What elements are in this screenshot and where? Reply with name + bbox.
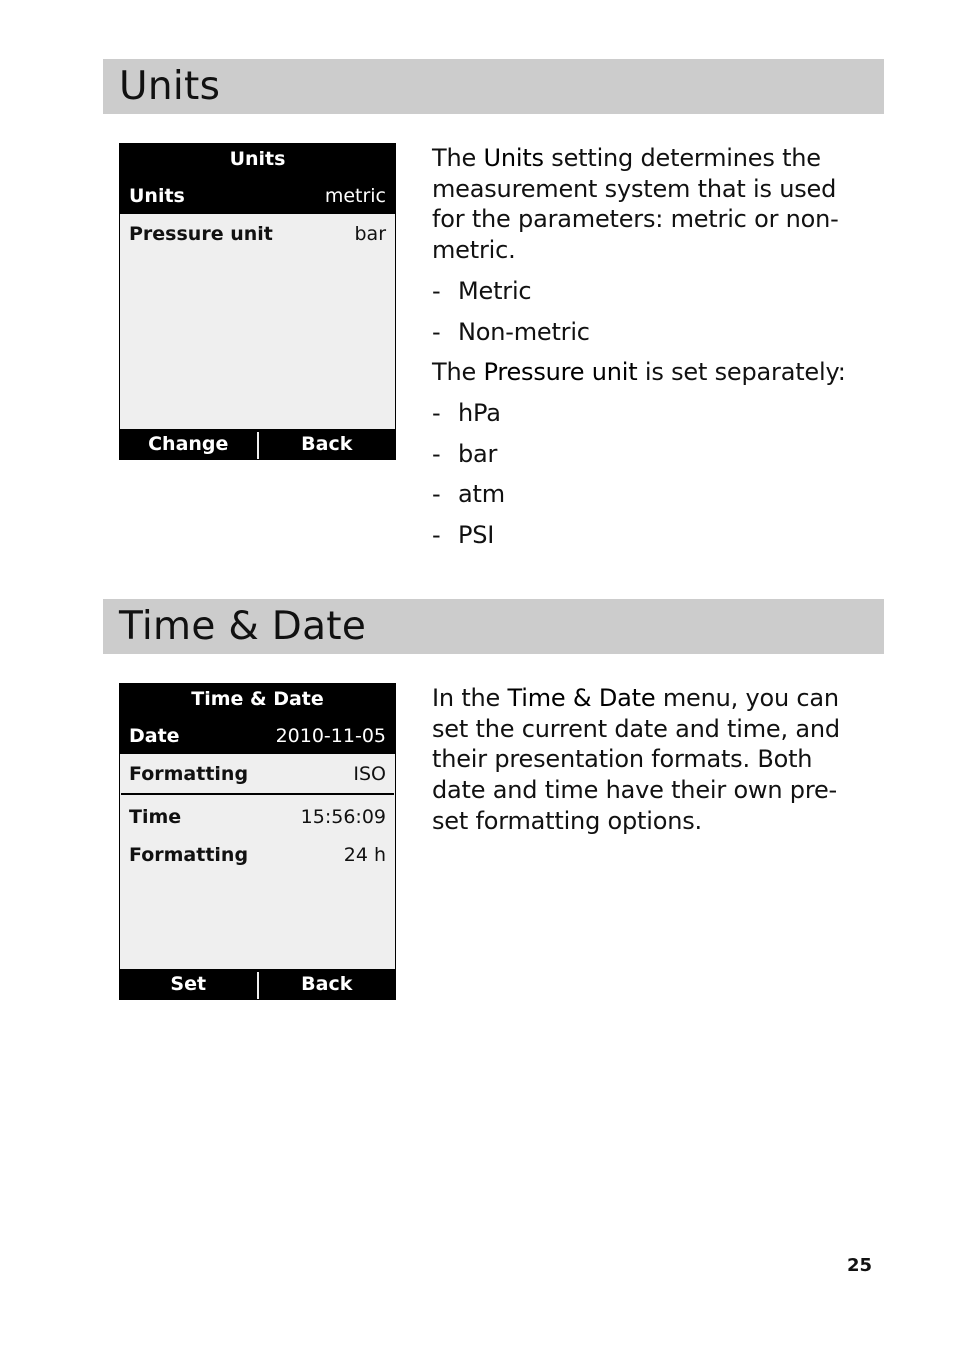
pressure-paragraph	[432, 357, 862, 388]
list-item: - PSI	[432, 521, 495, 550]
device-row-label: Units	[129, 185, 185, 207]
device-row-value: bar	[354, 222, 386, 245]
list-item: - bar	[432, 439, 498, 468]
list-item-text: atm	[458, 480, 505, 509]
device-softkeys	[120, 429, 395, 459]
page-number: 25	[846, 1255, 872, 1276]
device-row-label: Date	[129, 725, 180, 747]
device-row-value: 24 h	[343, 843, 386, 866]
units-section-header	[103, 59, 884, 114]
list-item-text: hPa	[458, 398, 501, 427]
softkey-change: Change	[148, 433, 229, 455]
list-item: - Metric	[432, 276, 532, 305]
time-date-section-header	[103, 599, 884, 654]
list-item-text: Metric	[458, 276, 532, 305]
list-item-text: Non-metric	[458, 317, 590, 346]
softkey-back: Back	[301, 973, 353, 995]
device-row-value: metric	[324, 185, 386, 207]
time-date-device-screen	[119, 683, 396, 1000]
pressure-options-list	[432, 398, 862, 551]
time-date-paragraph	[432, 683, 847, 837]
list-item: - hPa	[432, 398, 501, 427]
units-heading: Units	[119, 64, 221, 109]
softkey-set: Set	[170, 973, 207, 995]
device-row-value: 15:56:09	[300, 805, 386, 828]
device-row-value: ISO	[353, 762, 386, 785]
device-row-time	[120, 799, 395, 834]
device-softkeys	[120, 969, 395, 999]
device-divider	[121, 793, 394, 795]
softkey-back: Back	[301, 433, 353, 455]
units-description	[432, 143, 862, 561]
device-row-label: Formatting	[129, 843, 249, 866]
text-emphasis: Units	[483, 144, 544, 172]
units-device-screen	[119, 143, 396, 460]
device-row-pressure-unit	[120, 216, 395, 251]
device-row-value: 2010-11-05	[275, 725, 386, 747]
text-run: is set separately:	[637, 358, 846, 387]
device-row-label: Time	[129, 805, 182, 828]
list-item: - atm	[432, 480, 505, 509]
time-date-heading: Time & Date	[119, 604, 367, 649]
device-row-label: Pressure unit	[129, 222, 273, 245]
time-date-description	[432, 683, 847, 847]
device-screen-title: Units	[120, 144, 395, 178]
text-run: The	[432, 358, 484, 387]
units-options-list	[432, 276, 862, 347]
text-emphasis: Time & Date	[507, 684, 656, 712]
list-item-text: bar	[458, 439, 498, 468]
units-paragraph	[432, 143, 862, 266]
device-screen-title: Time & Date	[120, 684, 395, 718]
device-row-date-formatting	[120, 756, 395, 791]
text-emphasis: Pressure unit	[483, 358, 638, 387]
device-row-label: Formatting	[129, 762, 249, 785]
text-run: setting determines the measurement system that is used for the parameters: metric or non-metric.	[432, 144, 839, 265]
text-run: The	[432, 144, 484, 172]
device-row-time-formatting	[120, 837, 395, 872]
device-row-date	[120, 715, 395, 754]
list-item: - Non-metric	[432, 317, 590, 346]
text-run: In the	[432, 684, 508, 712]
text-run: menu, you can set the current date and time, and their presentation formats. Both date and time have their own pre-set formatting options.	[432, 684, 840, 835]
list-item-text: PSI	[458, 521, 495, 550]
device-row-units	[120, 175, 395, 214]
